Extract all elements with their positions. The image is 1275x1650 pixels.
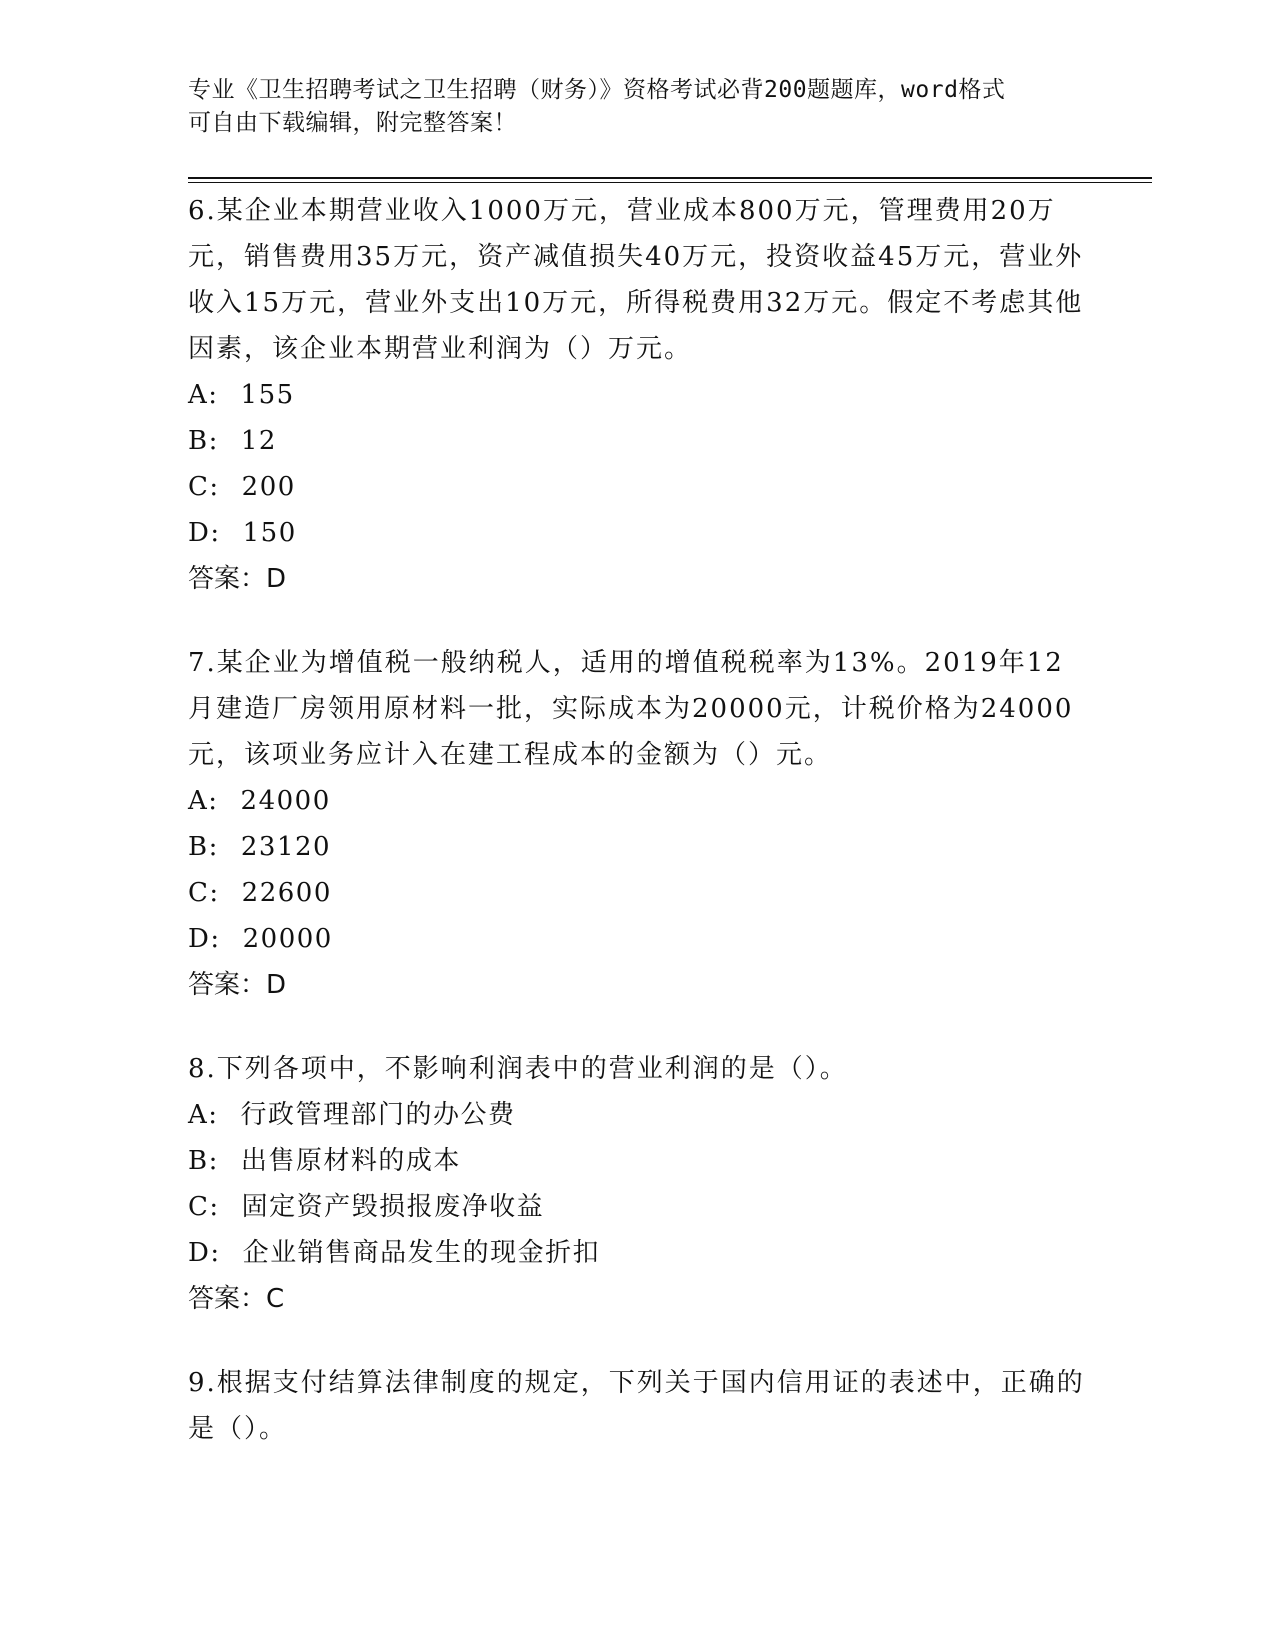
- option-text: 155: [240, 380, 295, 410]
- answer-option: [188, 1138, 1088, 1184]
- option-letter: A:: [188, 380, 219, 410]
- question-block: [188, 640, 1088, 1008]
- option-letter: B:: [188, 1146, 219, 1176]
- option-letter: B:: [188, 426, 219, 456]
- answer-key: 答案：C: [188, 1284, 285, 1314]
- question-block: [188, 188, 1088, 602]
- option-text: 固定资产毁损报废净收益: [241, 1192, 545, 1222]
- option-text: 企业销售商品发生的现金折扣: [242, 1238, 601, 1268]
- option-letter: D:: [188, 1238, 221, 1268]
- option-letter: C:: [188, 1192, 220, 1222]
- answer-option: [188, 778, 1088, 824]
- option-text: 150: [242, 518, 297, 548]
- answer-option: [188, 510, 1088, 556]
- answer-option: [188, 916, 1088, 962]
- answer-key: 答案：D: [188, 970, 287, 1000]
- question-list: [188, 188, 1088, 1490]
- option-text: 12: [240, 426, 277, 456]
- option-text: 23120: [240, 832, 332, 862]
- option-letter: C:: [188, 878, 220, 908]
- header-line-1: 专业《卫生招聘考试之卫生招聘（财务）》资格考试必背200题题库，word格式: [188, 77, 1006, 103]
- answer-option: [188, 1092, 1088, 1138]
- option-letter: D:: [188, 518, 221, 548]
- question-stem: 7.某企业为增值税一般纳税人，适用的增值税税率为13%。2019年12月建造厂房领用原材料一批，实际成本为20000元，计税价格为24000元，该项业务应计入在建工程成本的金额为（）元。: [188, 648, 1074, 770]
- header-divider-thick: [188, 177, 1152, 179]
- answer-option: [188, 464, 1088, 510]
- answer-option: [188, 418, 1088, 464]
- option-text: 22600: [241, 878, 332, 908]
- question-block: [188, 1046, 1088, 1322]
- question-stem: 6.某企业本期营业收入1000万元，营业成本800万元，管理费用20万元，销售费用35万元，资产减值损失40万元，投资收益45万元，营业外收入15万元，营业外支出10万元，所得税费用32万元。假定不考虑其他因素，该企业本期营业利润为（）万元。: [188, 196, 1084, 364]
- option-text: 24000: [240, 786, 331, 816]
- answer-option: [188, 372, 1088, 418]
- option-letter: C:: [188, 472, 220, 502]
- answer-option: [188, 824, 1088, 870]
- option-text: 行政管理部门的办公费: [240, 1100, 516, 1130]
- option-text: 20000: [242, 924, 333, 954]
- document-header: [188, 74, 1088, 140]
- option-letter: A:: [188, 786, 219, 816]
- option-text: 200: [241, 472, 296, 502]
- answer-key: 答案：D: [188, 564, 287, 594]
- question-block: [188, 1360, 1088, 1452]
- option-letter: D:: [188, 924, 221, 954]
- option-letter: B:: [188, 832, 219, 862]
- header-line-2: 可自由下载编辑，附完整答案！: [188, 110, 517, 136]
- answer-option: [188, 1184, 1088, 1230]
- header-divider-thin: [188, 182, 1152, 183]
- option-letter: A:: [188, 1100, 219, 1130]
- question-stem: 8.下列各项中，不影响利润表中的营业利润的是（）。: [188, 1054, 848, 1084]
- answer-option: [188, 870, 1088, 916]
- answer-option: [188, 1230, 1088, 1276]
- question-stem: 9.根据支付结算法律制度的规定，下列关于国内信用证的表述中，正确的是（）。: [188, 1368, 1085, 1444]
- option-text: 出售原材料的成本: [240, 1146, 461, 1176]
